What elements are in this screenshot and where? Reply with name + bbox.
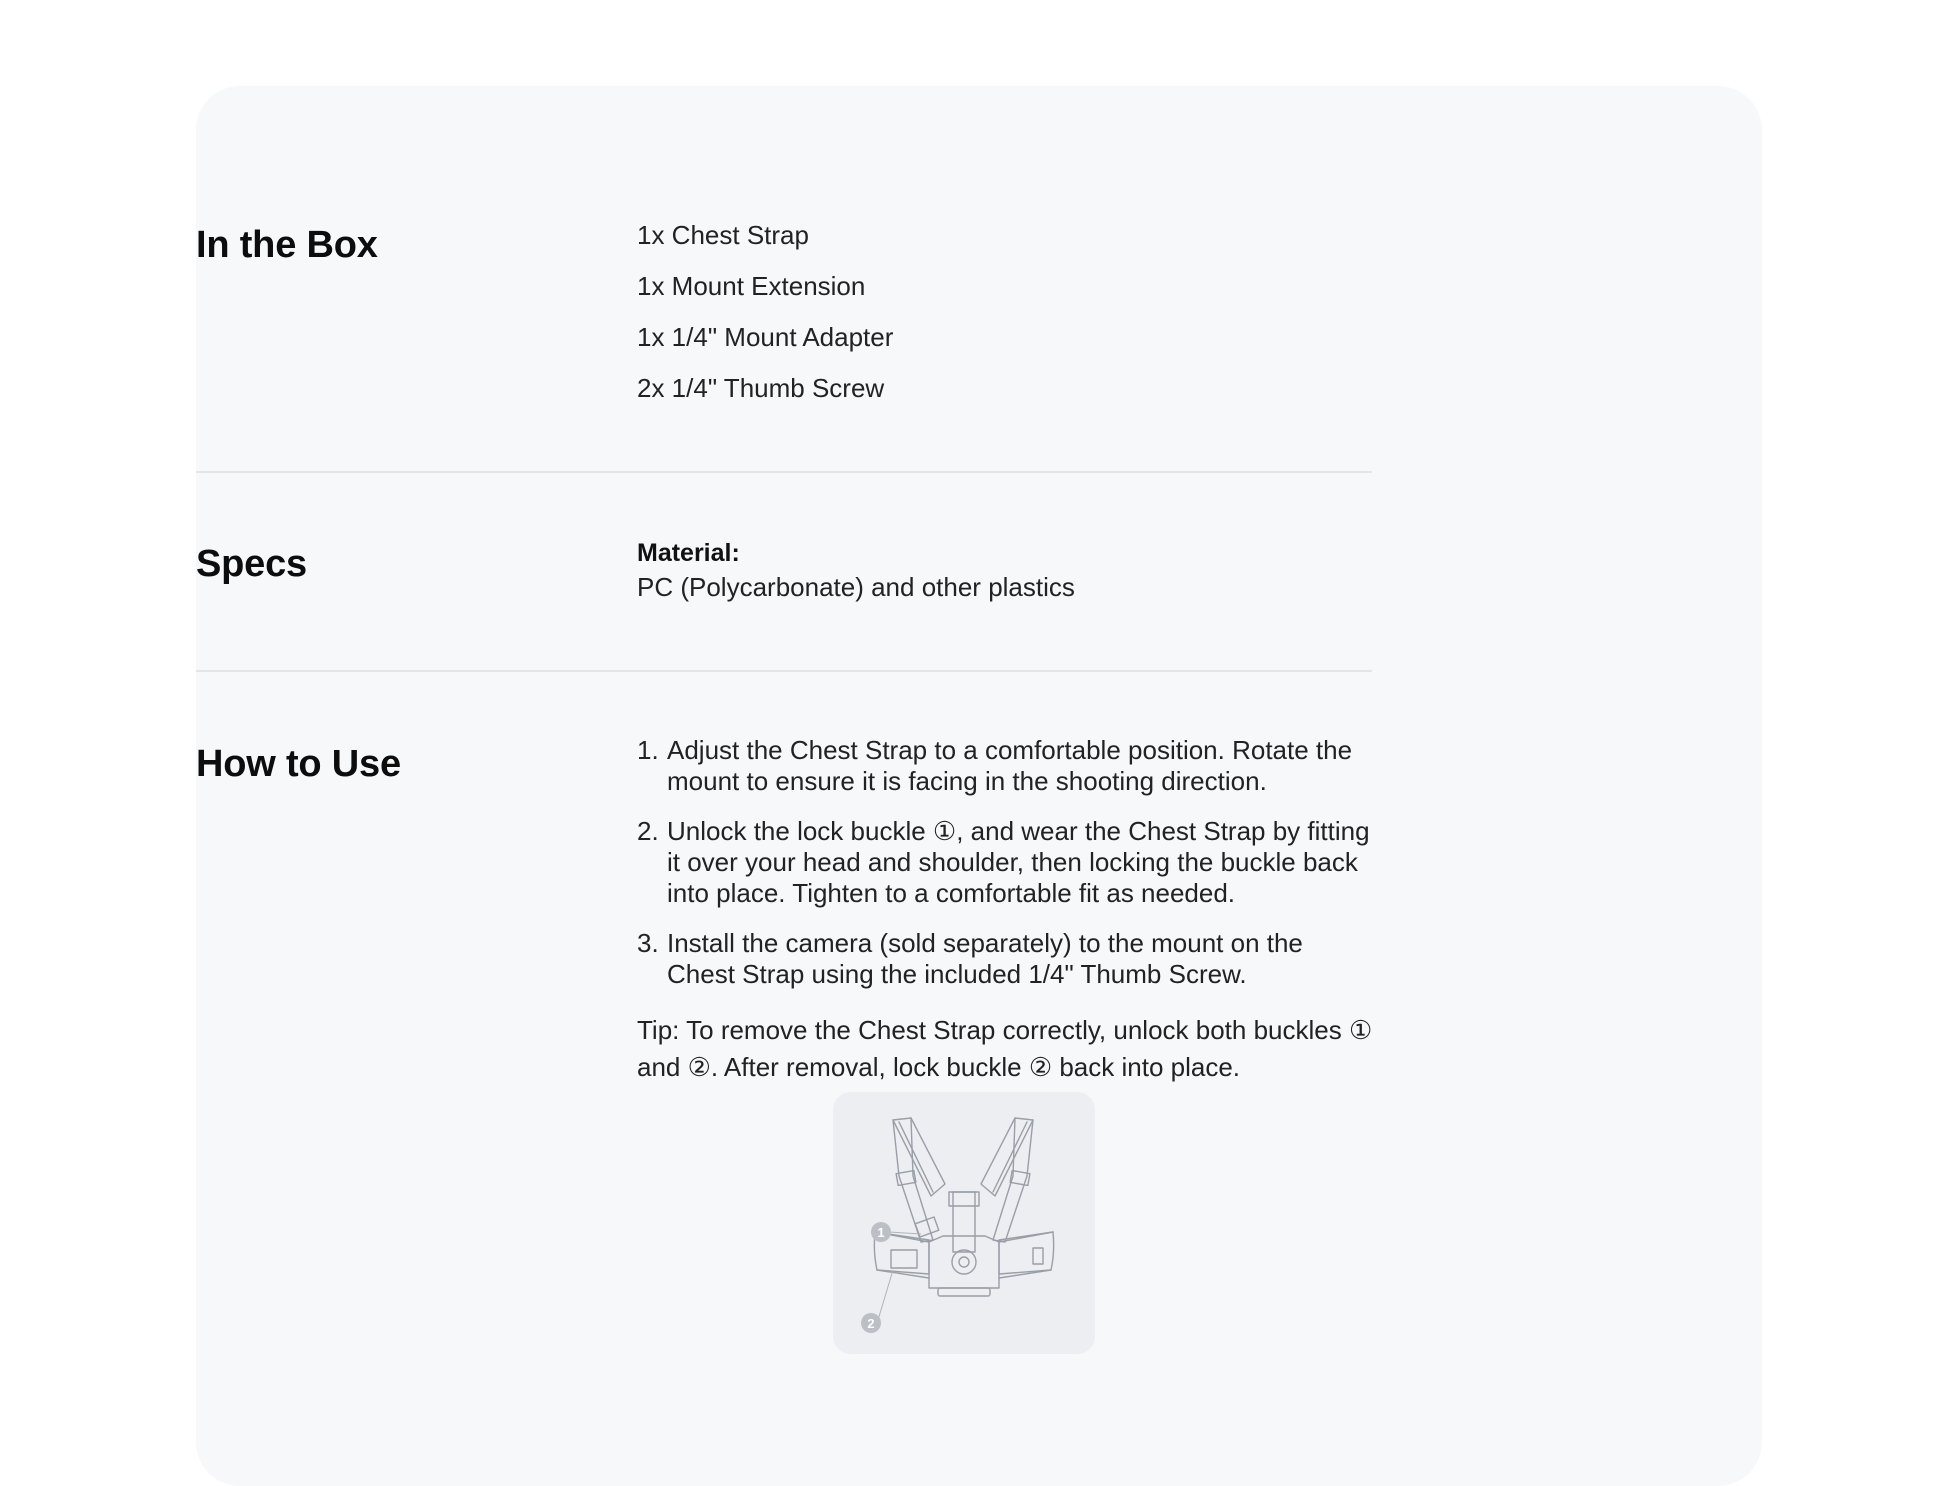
step-number: 1. [637, 735, 659, 765]
list-item: 1x Mount Extension [637, 271, 866, 301]
chest-strap-illustration [833, 1092, 1095, 1354]
step-text: Unlock the lock buckle ①, and wear the Chest Strap by fitting it over your head and shoulder, then locking the buckle back into place. Tighten to a comfortable fit as needed. [667, 816, 1370, 908]
section-divider [196, 670, 1372, 672]
steps-list [637, 735, 1377, 990]
chest-strap-icon [833, 1092, 1095, 1354]
how-to-use-heading: How to Use [196, 743, 401, 785]
step-item [637, 735, 1377, 797]
specs-content [637, 536, 1377, 604]
step-item [637, 928, 1377, 990]
section-divider [196, 471, 1372, 473]
material-value: PC (Polycarbonate) and other plastics [637, 572, 1075, 602]
tip-text: Tip: To remove the Chest Strap correctly, unlock both buckles ① and ②. After removal, lock buckle ② back into place. [637, 1015, 1373, 1082]
step-text: Install the camera (sold separately) to the mount on the Chest Strap using the included 1/4" Thumb Screw. [667, 928, 1303, 989]
list-item: 1x Chest Strap [637, 220, 809, 250]
material-label: Material: [637, 539, 740, 567]
callout-2: 2 [867, 1316, 875, 1331]
how-to-use-content [637, 735, 1377, 1086]
step-item [637, 816, 1377, 909]
step-text: Adjust the Chest Strap to a comfortable position. Rotate the mount to ensure it is facing in the shooting direction. [667, 735, 1353, 796]
step-number: 3. [637, 928, 659, 958]
step-number: 2. [637, 816, 659, 846]
callout-1: 1 [877, 1225, 885, 1240]
in-the-box-content [637, 218, 1377, 422]
in-the-box-list [637, 218, 1377, 422]
list-item: 2x 1/4" Thumb Screw [637, 373, 885, 403]
specs-heading: Specs [196, 543, 307, 585]
in-the-box-heading: In the Box [196, 224, 378, 266]
list-item: 1x 1/4" Mount Adapter [637, 322, 894, 352]
